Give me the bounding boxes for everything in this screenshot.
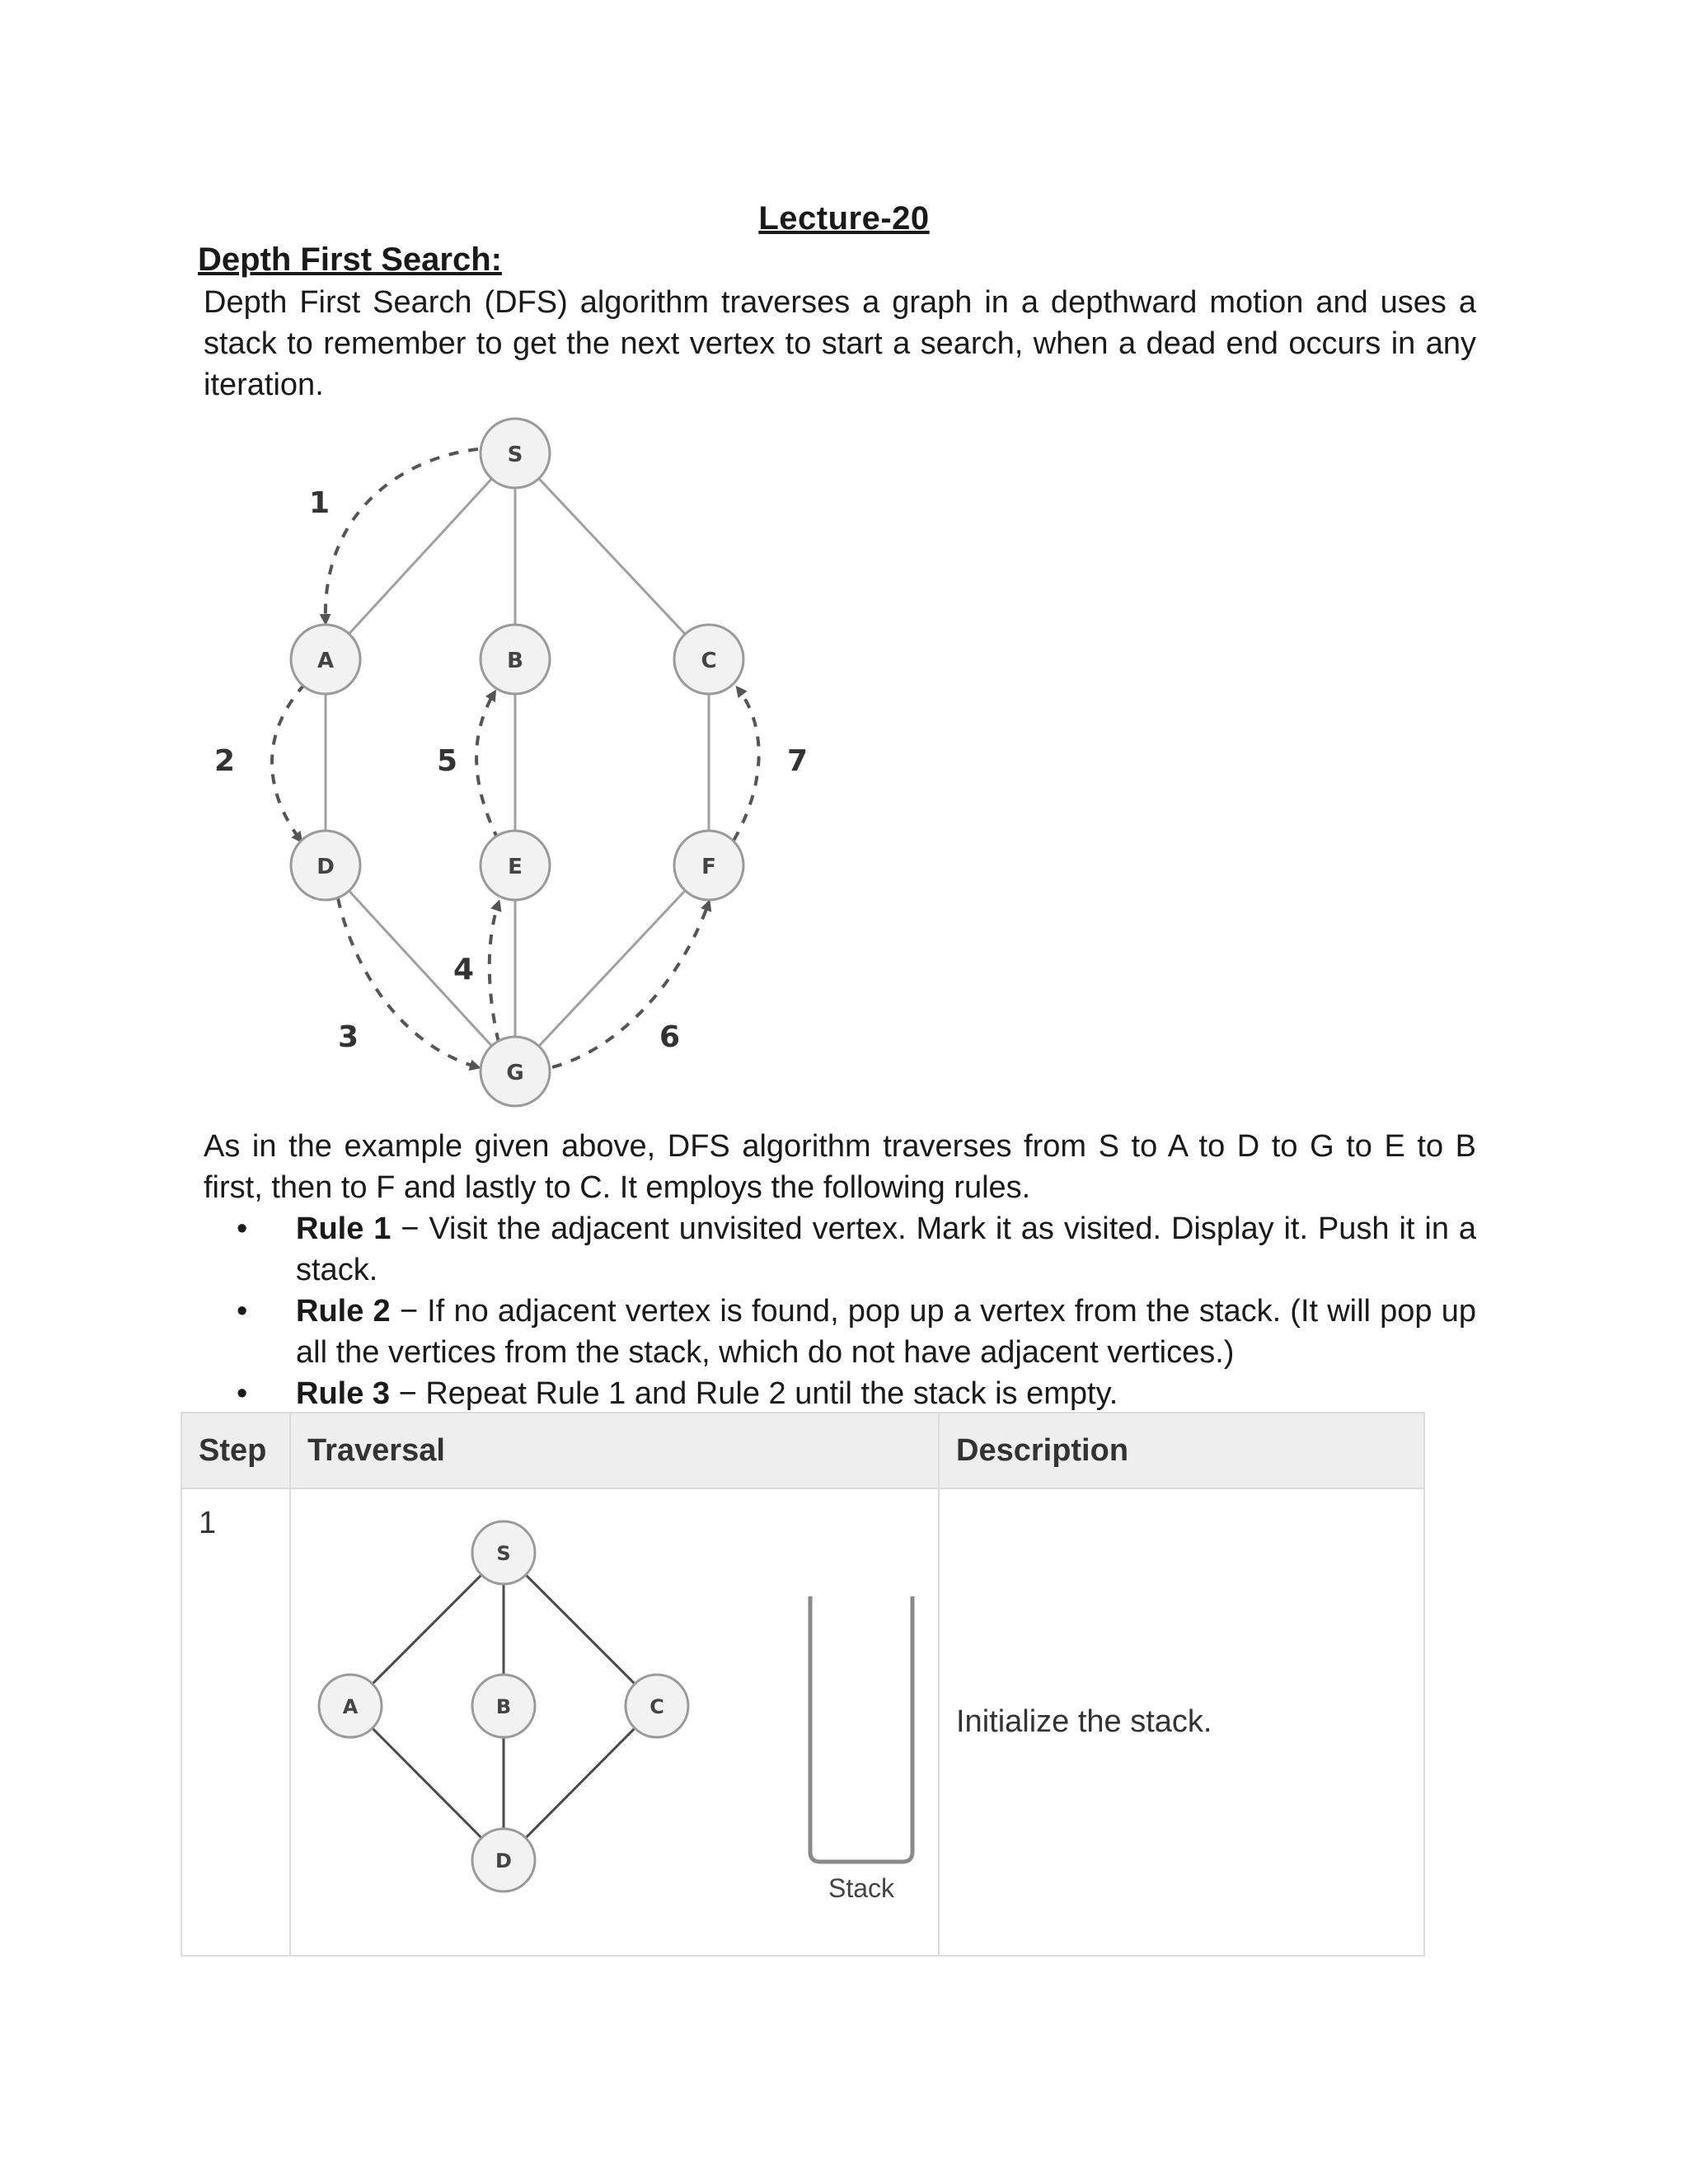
svg-text:E: E [508, 855, 523, 879]
step-label-3: 3 [338, 1020, 359, 1054]
svg-text:C: C [649, 1695, 664, 1718]
node-a [291, 625, 360, 694]
table-header-row [181, 1413, 1424, 1488]
svg-text:A: A [342, 1695, 359, 1718]
svg-text:A: A [316, 649, 335, 673]
rule-item [204, 1291, 1476, 1373]
node-b [481, 625, 550, 694]
stack-label: Stack [828, 1873, 895, 1903]
traversal-arrow-1 [326, 449, 478, 622]
rule-item [204, 1208, 1476, 1291]
header-step: Step [181, 1413, 290, 1488]
node-a [319, 1675, 382, 1737]
svg-text:B: B [495, 1695, 512, 1718]
node-c [674, 625, 743, 694]
edge-a-d [350, 1706, 504, 1860]
step-label-4: 4 [453, 953, 475, 987]
node-c [626, 1675, 688, 1737]
bullet-icon: • [237, 1294, 248, 1329]
traversal-arrow-2 [272, 684, 305, 841]
svg-text:F: F [701, 855, 716, 879]
svg-text:C: C [701, 649, 717, 673]
dfs-steps-table [181, 1412, 1425, 1957]
step-label-6: 6 [659, 1020, 681, 1054]
svg-text:S: S [507, 443, 523, 467]
lecture-title: Lecture-20 [758, 200, 930, 237]
traversal-graph [291, 1489, 938, 1922]
step-cell: 1 [181, 1488, 290, 1956]
description-cell: Initialize the stack. [939, 1488, 1424, 1956]
bullet-icon: • [237, 1376, 248, 1411]
step-label-7: 7 [787, 744, 809, 778]
intro-paragraph: Depth First Search (DFS) algorithm traverses a graph in a depthward motion and uses a stack to remember to get the next vertex to start a search, when a dead end occurs in any iteration. [204, 285, 1476, 402]
svg-text:D: D [495, 1849, 512, 1872]
edge-s-c [515, 453, 709, 659]
svg-text:S: S [496, 1542, 511, 1565]
edge-c-d [504, 1706, 657, 1860]
rule-text: − Visit the adjacent unvisited vertex. Mark it as visited. Display it. Push it in a stack. [296, 1212, 1476, 1287]
rule-item [204, 1373, 1476, 1414]
svg-text:G: G [506, 1061, 524, 1085]
traversal-arrow-4 [490, 902, 499, 1043]
node-f [674, 831, 743, 900]
node-s [472, 1521, 535, 1584]
rule-name: Rule 3 [296, 1376, 391, 1411]
node-s [481, 419, 550, 488]
example-paragraph: As in the example given above, DFS algorithm traverses from S to A to D to G to E to B first, then to F and lastly to C. It employs the following rules. [204, 1129, 1476, 1205]
step-label-2: 2 [214, 744, 236, 778]
rule-text: − Repeat Rule 1 and Rule 2 until the stack is empty. [390, 1376, 1118, 1411]
bullet-icon: • [237, 1212, 248, 1246]
traversal-arrow-5 [476, 692, 499, 841]
node-e [481, 831, 550, 900]
traversal-cell [290, 1488, 939, 1956]
table-row [181, 1488, 1424, 1956]
node-b [472, 1675, 535, 1737]
step-label-1: 1 [309, 486, 331, 520]
svg-text:D: D [316, 855, 335, 879]
section-heading: Depth First Search: [198, 241, 502, 278]
traversal-arrow-7 [734, 688, 759, 841]
step-label-5: 5 [437, 744, 458, 778]
traversal-arrow-6 [552, 902, 709, 1067]
svg-text:B: B [507, 649, 523, 673]
stack-container [810, 1596, 912, 1862]
rule-text: − If no adjacent vertex is found, pop up a vertex from the stack. (It will pop up all the vertices from the stack, which do not have adjacent vertices.) [296, 1294, 1476, 1370]
node-d [472, 1829, 535, 1891]
header-description: Description [939, 1413, 1424, 1488]
rule-name: Rule 2 [296, 1294, 391, 1329]
dfs-graph [198, 412, 841, 1121]
edge-s-a [326, 453, 515, 659]
rule-name: Rule 1 [296, 1212, 392, 1246]
node-g [481, 1037, 550, 1106]
rules-list [204, 1208, 1476, 1414]
header-traversal: Traversal [290, 1413, 939, 1488]
node-d [291, 831, 360, 900]
